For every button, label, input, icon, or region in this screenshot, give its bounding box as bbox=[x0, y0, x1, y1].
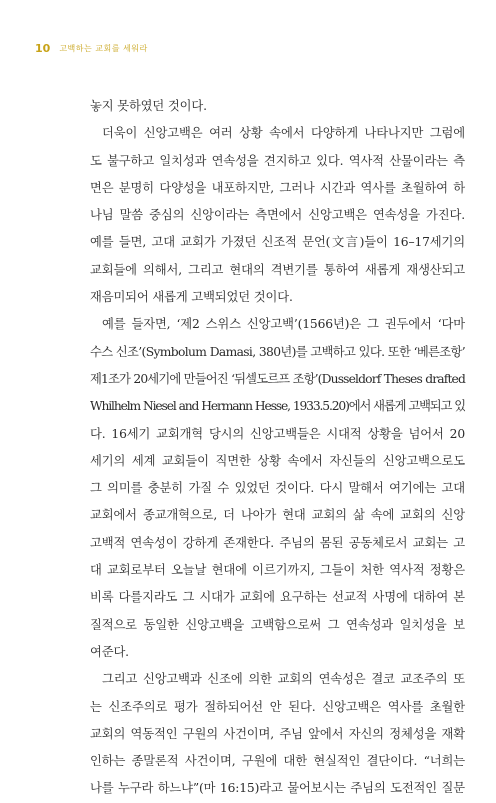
text-line: 인하는 종말론적 사건이며, 구원에 대한 현실적인 결단이다. “너희는 bbox=[90, 754, 465, 769]
text-line: 교회들에 의해서, 그리고 현대의 격변기를 통하여 새롭게 재생산되고 bbox=[90, 262, 465, 277]
text-line: 예를 들면, 고대 교회가 가졌던 신조적 문언(文言)들이 16–17세기의 bbox=[90, 235, 465, 250]
text-line: Whilhelm Niesel and Hermann Hesse, 1933.5.20)에서 새롭게 고백되고 있 bbox=[90, 399, 465, 414]
body-text bbox=[90, 93, 465, 803]
text-line: 고백적 연속성이 강하게 존재한다. 주님의 몸된 공동체로서 교회는 고 bbox=[90, 535, 465, 550]
text-line: 면은 분명히 다양성을 내포하지만, 그러나 시간과 역사를 초월하여 하 bbox=[90, 180, 465, 195]
text-line: 는 신조주의로 평가 절하되어선 안 된다. 신앙고백은 역사를 초월한 bbox=[90, 699, 465, 714]
text-line: 제1조가 20세기에 만들어진 ‘뒤셀도르프 조항’(Dusseldorf Theses drafted bbox=[90, 371, 465, 386]
text-line: 세기의 세계 교회들이 직면한 상황 속에서 자신들의 신앙고백으로도 bbox=[90, 453, 465, 468]
text-line: 나를 누구라 하느냐”(마 16:15)라고 물어보시는 주님의 도전적인 질문 bbox=[90, 781, 465, 796]
text-line: 교회의 역동적인 구원의 사건이며, 주님 앞에서 자신의 정체성을 재확 bbox=[90, 726, 465, 741]
text-line: 비록 다를지라도 그 시대가 교회에 요구하는 선교적 사명에 대하여 본 bbox=[90, 590, 465, 605]
text-line: 대 교회로부터 오늘날 현대에 이르기까지, 그들이 처한 역사적 정황은 bbox=[90, 563, 465, 578]
text-line: 도 불구하고 일치성과 연속성을 견지하고 있다. 역사적 산물이라는 측 bbox=[90, 153, 465, 168]
page-header bbox=[35, 39, 148, 57]
text-line: 재음미되어 새롭게 고백되었던 것이다. bbox=[90, 290, 293, 305]
text-line: 놓지 못하였던 것이다. bbox=[90, 99, 207, 113]
text-line: 수스 신조’(Symbolum Damasi, 380년)를 고백하고 있다. 또한 ‘베른조항’ bbox=[90, 344, 465, 359]
text-line: 교회에서 종교개혁으로, 더 나아가 현대 교회의 삶 속에 교회의 신앙 bbox=[90, 508, 465, 523]
text-line: 그리고 신앙고백과 신조에 의한 교회의 연속성은 결코 교조주의 또 bbox=[102, 672, 465, 687]
text-line: 여준다. bbox=[90, 644, 129, 659]
text-line: 질적으로 동일한 신앙고백을 고백함으로써 그 연속성과 일치성을 보 bbox=[90, 617, 465, 632]
text-line: 다. 16세기 교회개혁 당시의 신앙고백들은 시대적 상황을 넘어서 20 bbox=[90, 426, 465, 441]
text-line: 나님 말씀 중심의 신앙이라는 측면에서 신앙고백은 연속성을 가진다. bbox=[90, 208, 465, 223]
text-line: 그 의미를 충분히 가질 수 있었던 것이다. 다시 말해서 여기에는 고대 bbox=[90, 481, 465, 496]
page-number: 10 bbox=[35, 41, 51, 55]
text-line: 예를 들자면, ‘제2 스위스 신앙고백’(1566년)은 그 권두에서 ‘다마 bbox=[102, 317, 465, 332]
running-title: 고백하는 교회를 세워라 bbox=[59, 43, 148, 53]
text-line: 더욱이 신앙고백은 여러 상황 속에서 다양하게 나타나지만 그럼에 bbox=[102, 126, 465, 141]
